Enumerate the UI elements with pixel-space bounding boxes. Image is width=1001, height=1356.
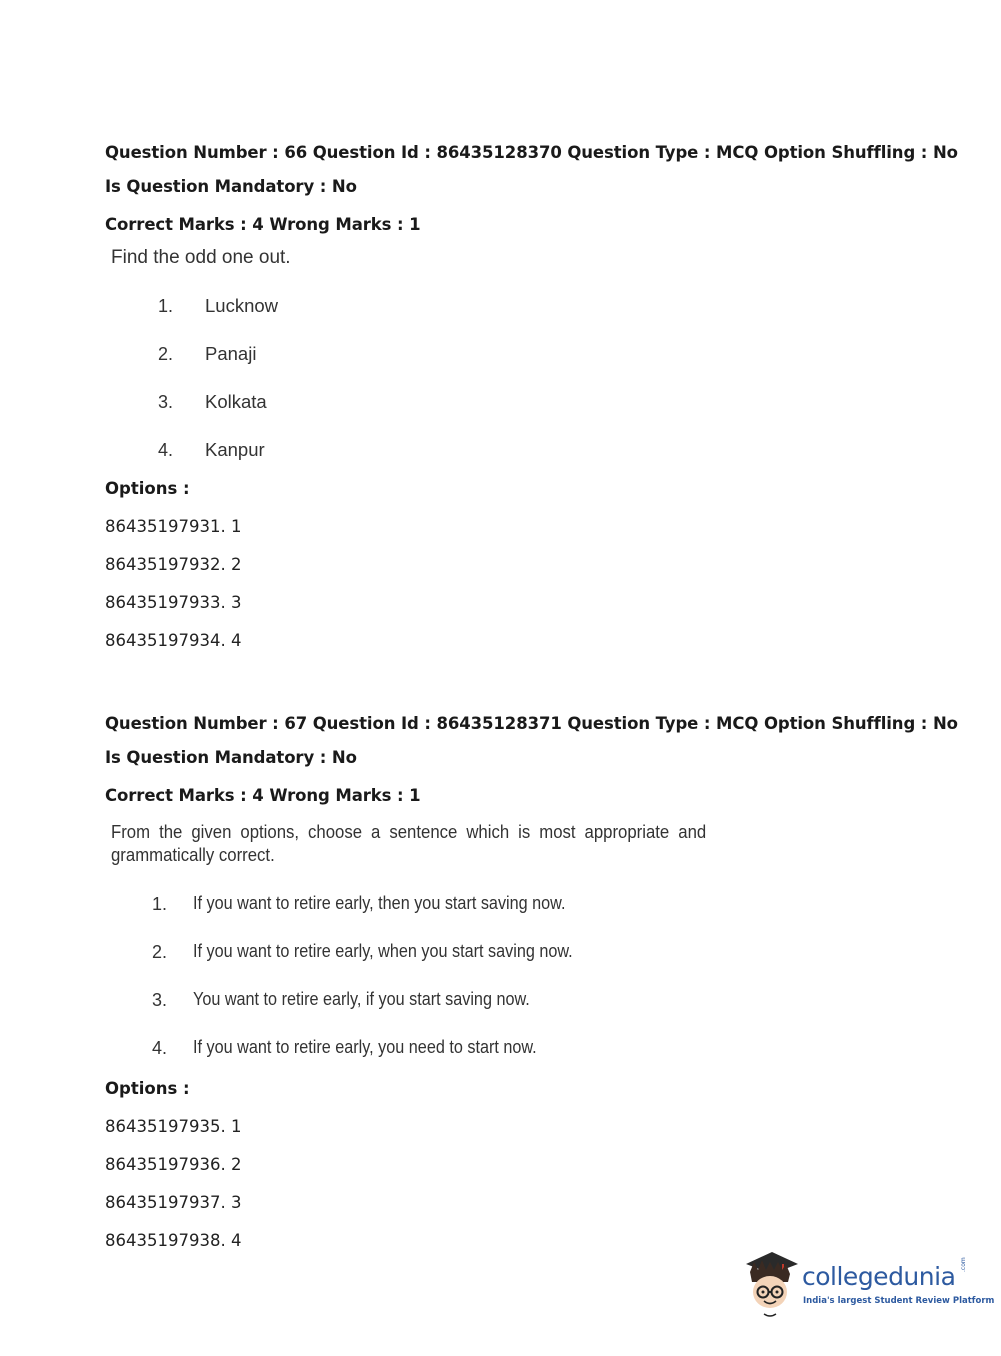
choice-text: If you want to retire early, you need to start now. [193, 1037, 537, 1057]
option-line: 86435197934. 4 [105, 631, 242, 650]
options-label: Options : [105, 479, 190, 498]
brand-tagline: India's largest Student Review Platform [803, 1296, 995, 1306]
choice-number: 4. [158, 440, 174, 460]
choice-text: If you want to retire early, then you start saving now. [193, 893, 566, 913]
question-mandatory: Is Question Mandatory : No [105, 177, 357, 196]
brand-name: collegedunia [802, 1262, 956, 1291]
choice-text: If you want to retire early, when you start saving now. [193, 941, 573, 961]
choice-number: 2. [158, 344, 174, 364]
collegedunia-logo [742, 1248, 995, 1320]
choice-number: 2. [152, 942, 168, 962]
choice-text: Kanpur [205, 439, 265, 460]
choice-number: 4. [152, 1038, 168, 1058]
student-mascot-icon [742, 1248, 802, 1320]
option-line: 86435197931. 1 [105, 517, 242, 536]
choice-number: 1. [158, 296, 174, 316]
choice-number: 3. [158, 392, 174, 412]
option-line: 86435197933. 3 [105, 593, 242, 612]
question-mandatory: Is Question Mandatory : No [105, 748, 357, 767]
option-line: 86435197937. 3 [105, 1193, 242, 1212]
question-text: From the given options, choose a sentence which is most appropriate and grammatically correct. [111, 822, 707, 865]
question-marks: Correct Marks : 4 Wrong Marks : 1 [105, 215, 421, 234]
choice-text: Kolkata [205, 391, 267, 412]
choice-text: You want to retire early, if you start saving now. [193, 989, 530, 1009]
option-line: 86435197935. 1 [105, 1117, 242, 1136]
option-line: 86435197932. 2 [105, 555, 242, 574]
option-line: 86435197938. 4 [105, 1231, 242, 1250]
choice-number: 3. [152, 990, 168, 1010]
question-marks: Correct Marks : 4 Wrong Marks : 1 [105, 786, 421, 805]
question-header: Question Number : 67 Question Id : 86435128371 Question Type : MCQ Option Shuffling : No [105, 714, 958, 733]
choice-number: 1. [152, 894, 168, 914]
options-label: Options : [105, 1079, 190, 1098]
question-header: Question Number : 66 Question Id : 86435128370 Question Type : MCQ Option Shuffling : No [105, 143, 958, 162]
option-line: 86435197936. 2 [105, 1155, 242, 1174]
choice-text: Lucknow [205, 295, 279, 316]
choice-text: Panaji [205, 343, 257, 364]
brand-suffix: .com [960, 1257, 967, 1272]
question-text: Find the odd one out. [111, 247, 291, 268]
